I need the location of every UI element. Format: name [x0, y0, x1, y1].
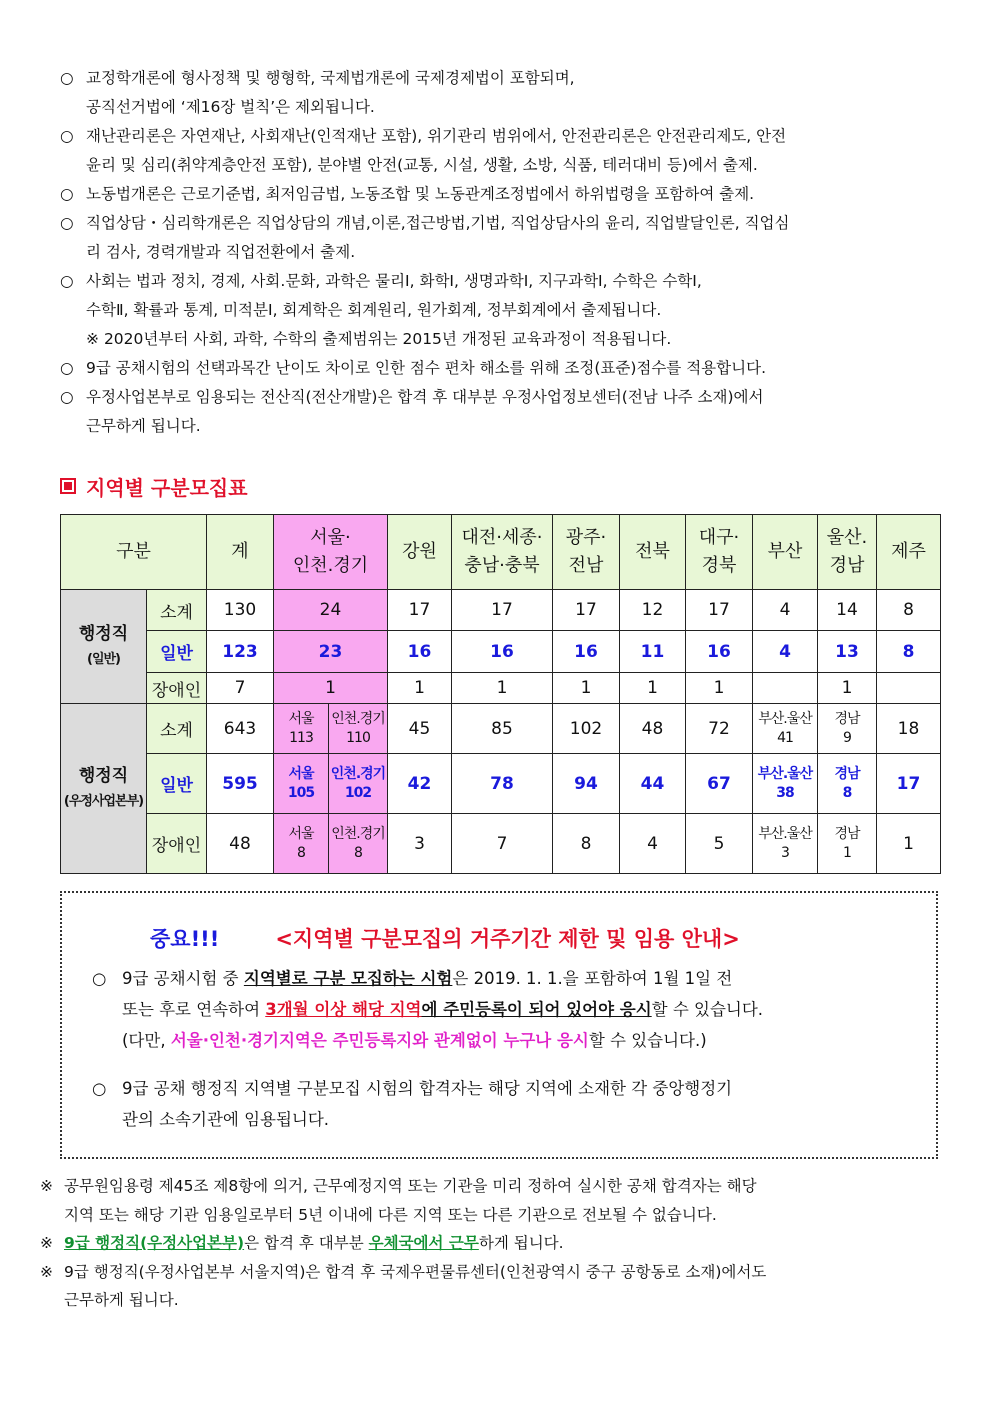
table-cell: 643 — [207, 704, 274, 754]
table-cell: 16 — [388, 631, 452, 673]
header-daejeon: 대전·세종· 충남·충북 — [452, 515, 553, 590]
header-busan: 부산 — [753, 515, 818, 590]
table-row — [61, 631, 941, 673]
busan-ulsan-cell: 부산.울산 41 — [753, 704, 818, 754]
table-cell: 8 — [877, 631, 941, 673]
table-cell: 595 — [207, 754, 274, 814]
table-cell: 3 — [388, 814, 452, 874]
table-cell: 17 — [388, 590, 452, 631]
table-cell: 7 — [452, 814, 553, 874]
header-jeonbuk: 전북 — [620, 515, 686, 590]
row-label: 소계 — [147, 704, 207, 754]
table-cell: 1 — [388, 673, 452, 704]
table-row — [61, 814, 941, 874]
row-label: 일반 — [147, 754, 207, 814]
table-cell: 94 — [553, 754, 620, 814]
busan-ulsan-cell: 부산.울산 38 — [753, 754, 818, 814]
gyeongnam-cell: 경남 8 — [818, 754, 877, 814]
table-cell: 78 — [452, 754, 553, 814]
residency-notice-box — [60, 891, 938, 1159]
header-total: 계 — [207, 515, 274, 590]
seoul-cell: 서울 113 — [274, 704, 329, 754]
footnote-3: ※ 9급 행정직(우정사업본부 서울지역)은 합격 후 국제우편물류센터(인천광역시 중구 공항동로 소재)에서도 근무하게 됩니다. — [40, 1262, 767, 1309]
table-cell: 1 — [620, 673, 686, 704]
seoul-cell: 서울 105 — [274, 754, 329, 814]
table-cell: 44 — [620, 754, 686, 814]
table-row — [61, 704, 941, 754]
table-cell: 4 — [620, 814, 686, 874]
table-cell: 16 — [686, 631, 753, 673]
header-ulsan: 울산. 경남 — [818, 515, 877, 590]
row-label: 장애인 — [147, 814, 207, 874]
table-cell: 72 — [686, 704, 753, 754]
table-cell: 1 — [877, 814, 941, 874]
gyeongnam-cell: 경남 1 — [818, 814, 877, 874]
table-cell: 5 — [686, 814, 753, 874]
footnote-1: ※ 공무원임용령 제45조 제8항에 의거, 근무예정지역 또는 기관을 미리 정하여 실시한 공채 합격자는 해당 지역 또는 해당 기관 임용일로부터 5년 이내에 다른 지역 또는 다른 기관으로 전보될 수 없습니다. — [40, 1177, 757, 1224]
notice-item-1: ○ 9급 공채시험 중 지역별로 구분 모집하는 시험은 2019. 1. 1.을 포함하여 1월 1일 전 또는 후로 연속하여 3개월 이상 해당 지역에 주민등록이 되어 있어야 응시할 수 있습니다. (다만, 서울·인천·경기지역은 주민등록지와 관계없이 누구나 응시할 수 있습니다.) — [92, 969, 764, 1050]
table-cell: 130 — [207, 590, 274, 631]
table-cell: 17 — [452, 590, 553, 631]
table-cell: 1 — [452, 673, 553, 704]
incheon-gyeonggi-cell: 인천.경기 102 — [329, 754, 388, 814]
table-cell: 8 — [877, 590, 941, 631]
table-cell: 16 — [553, 631, 620, 673]
table-cell — [877, 673, 941, 704]
section-title: 지역별 구분모집표 — [60, 472, 248, 501]
table-cell: 48 — [207, 814, 274, 874]
table-cell: 102 — [553, 704, 620, 754]
table-row — [61, 590, 941, 631]
incheon-gyeonggi-cell: 인천.경기 8 — [329, 814, 388, 874]
table-cell: 11 — [620, 631, 686, 673]
table-row — [61, 673, 941, 704]
table-cell: 123 — [207, 631, 274, 673]
busan-ulsan-cell: 부산.울산 3 — [753, 814, 818, 874]
bullet-item: ○ 재난관리론은 자연재난, 사회재난(인적재난 포함), 위기관리 범위에서, 안전관리론은 안전관리제도, 안전 윤리 및 심리(취약계층안전 포함), 분야별 안전(교통, 시설, 생활, 소방, 식품, 테러대비 등)에서 출제. — [60, 127, 787, 174]
table-cell: 17 — [686, 590, 753, 631]
bullet-item: ○ 교정학개론에 형사정책 및 행형학, 국제법개론에 국제경제법이 포함되며, 공직선거법에 ‘제16장 벌칙’은 제외됩니다. — [60, 69, 575, 116]
notice-item-2: ○ 9급 공채 행정직 지역별 구분모집 시험의 합격자는 해당 지역에 소재한 각 중앙행정기 관의 소속기관에 임용됩니다. — [92, 1079, 733, 1129]
table-cell: 85 — [452, 704, 553, 754]
table-cell: 1 — [686, 673, 753, 704]
table-cell: 23 — [274, 631, 388, 673]
group-label: 행정직 (일반) — [61, 590, 147, 704]
table-cell: 17 — [877, 754, 941, 814]
notice-title: 중요!!! <지역별 구분모집의 거주기간 제한 및 임용 안내> — [150, 927, 740, 951]
table-header — [61, 515, 941, 590]
table-cell: 24 — [274, 590, 388, 631]
square-bullet-icon — [60, 478, 76, 494]
bullet-item: ○ 9급 공채시험의 선택과목간 난이도 차이로 인한 점수 편차 해소를 위해 조정(표준)점수를 적용합니다. — [60, 359, 767, 377]
bullet-item: ※ 2020년부터 사회, 과학, 수학의 출제범위는 2015년 개정된 교육과정이 적용됩니다. — [86, 330, 672, 348]
table-cell: 12 — [620, 590, 686, 631]
header-jeju: 제주 — [877, 515, 941, 590]
header-gubun: 구분 — [61, 515, 207, 590]
table-cell: 1 — [274, 673, 388, 704]
row-label: 장애인 — [147, 673, 207, 704]
row-label: 일반 — [147, 631, 207, 673]
table-cell: 8 — [553, 814, 620, 874]
group-label: 행정직 (우정사업본부) — [61, 704, 147, 874]
header-seoul: 서울· 인천.경기 — [274, 515, 388, 590]
bullet-item: ○ 직업상담・심리학개론은 직업상담의 개념,이론,접근방법,기법, 직업상담사의 윤리, 직업발달인론, 직업심 리 검사, 경력개발과 직업전환에서 출제. — [60, 214, 790, 261]
table-cell: 14 — [818, 590, 877, 631]
bullet-item: ○ 노동법개론은 근로기준법, 최저임금법, 노동조합 및 노동관계조정법에서 하위법령을 포함하여 출제. — [60, 185, 755, 203]
table-cell: 1 — [818, 673, 877, 704]
bullet-item: ○ 사회는 법과 정치, 경제, 사회․문화, 과학은 물리Ⅰ, 화학Ⅰ, 생명과학Ⅰ, 지구과학Ⅰ, 수학은 수학Ⅰ, 수학Ⅱ, 확률과 통계, 미적분Ⅰ, 회계학은 회계원리, 원가회계, 정부회계에서 출제됩니다. — [60, 272, 702, 319]
table-cell: 16 — [452, 631, 553, 673]
incheon-gyeonggi-cell: 인천.경기 110 — [329, 704, 388, 754]
table-cell: 17 — [553, 590, 620, 631]
header-gwangju: 광주· 전남 — [553, 515, 620, 590]
table-cell: 4 — [753, 631, 818, 673]
row-label: 소계 — [147, 590, 207, 631]
table-cell: 13 — [818, 631, 877, 673]
table-cell: 7 — [207, 673, 274, 704]
table-row — [61, 754, 941, 814]
footnote-2: ※ 9급 행정직(우정사업본부)은 합격 후 대부분 우체국에서 근무하게 됩니다. — [40, 1234, 564, 1252]
regional-recruitment-table — [60, 514, 941, 874]
table-cell: 48 — [620, 704, 686, 754]
table-cell — [753, 673, 818, 704]
table-cell: 1 — [553, 673, 620, 704]
seoul-cell: 서울 8 — [274, 814, 329, 874]
exam-notes — [60, 64, 960, 441]
header-gangwon: 강원 — [388, 515, 452, 590]
table-cell: 42 — [388, 754, 452, 814]
table-cell: 45 — [388, 704, 452, 754]
table-cell: 18 — [877, 704, 941, 754]
footnotes — [40, 1172, 960, 1315]
gyeongnam-cell: 경남 9 — [818, 704, 877, 754]
table-cell: 4 — [753, 590, 818, 631]
bullet-item: ○ 우정사업본부로 임용되는 전산직(전산개발)은 합격 후 대부분 우정사업정보센터(전남 나주 소재)에서 근무하게 됩니다. — [60, 388, 764, 435]
header-daegu: 대구· 경북 — [686, 515, 753, 590]
table-cell: 67 — [686, 754, 753, 814]
